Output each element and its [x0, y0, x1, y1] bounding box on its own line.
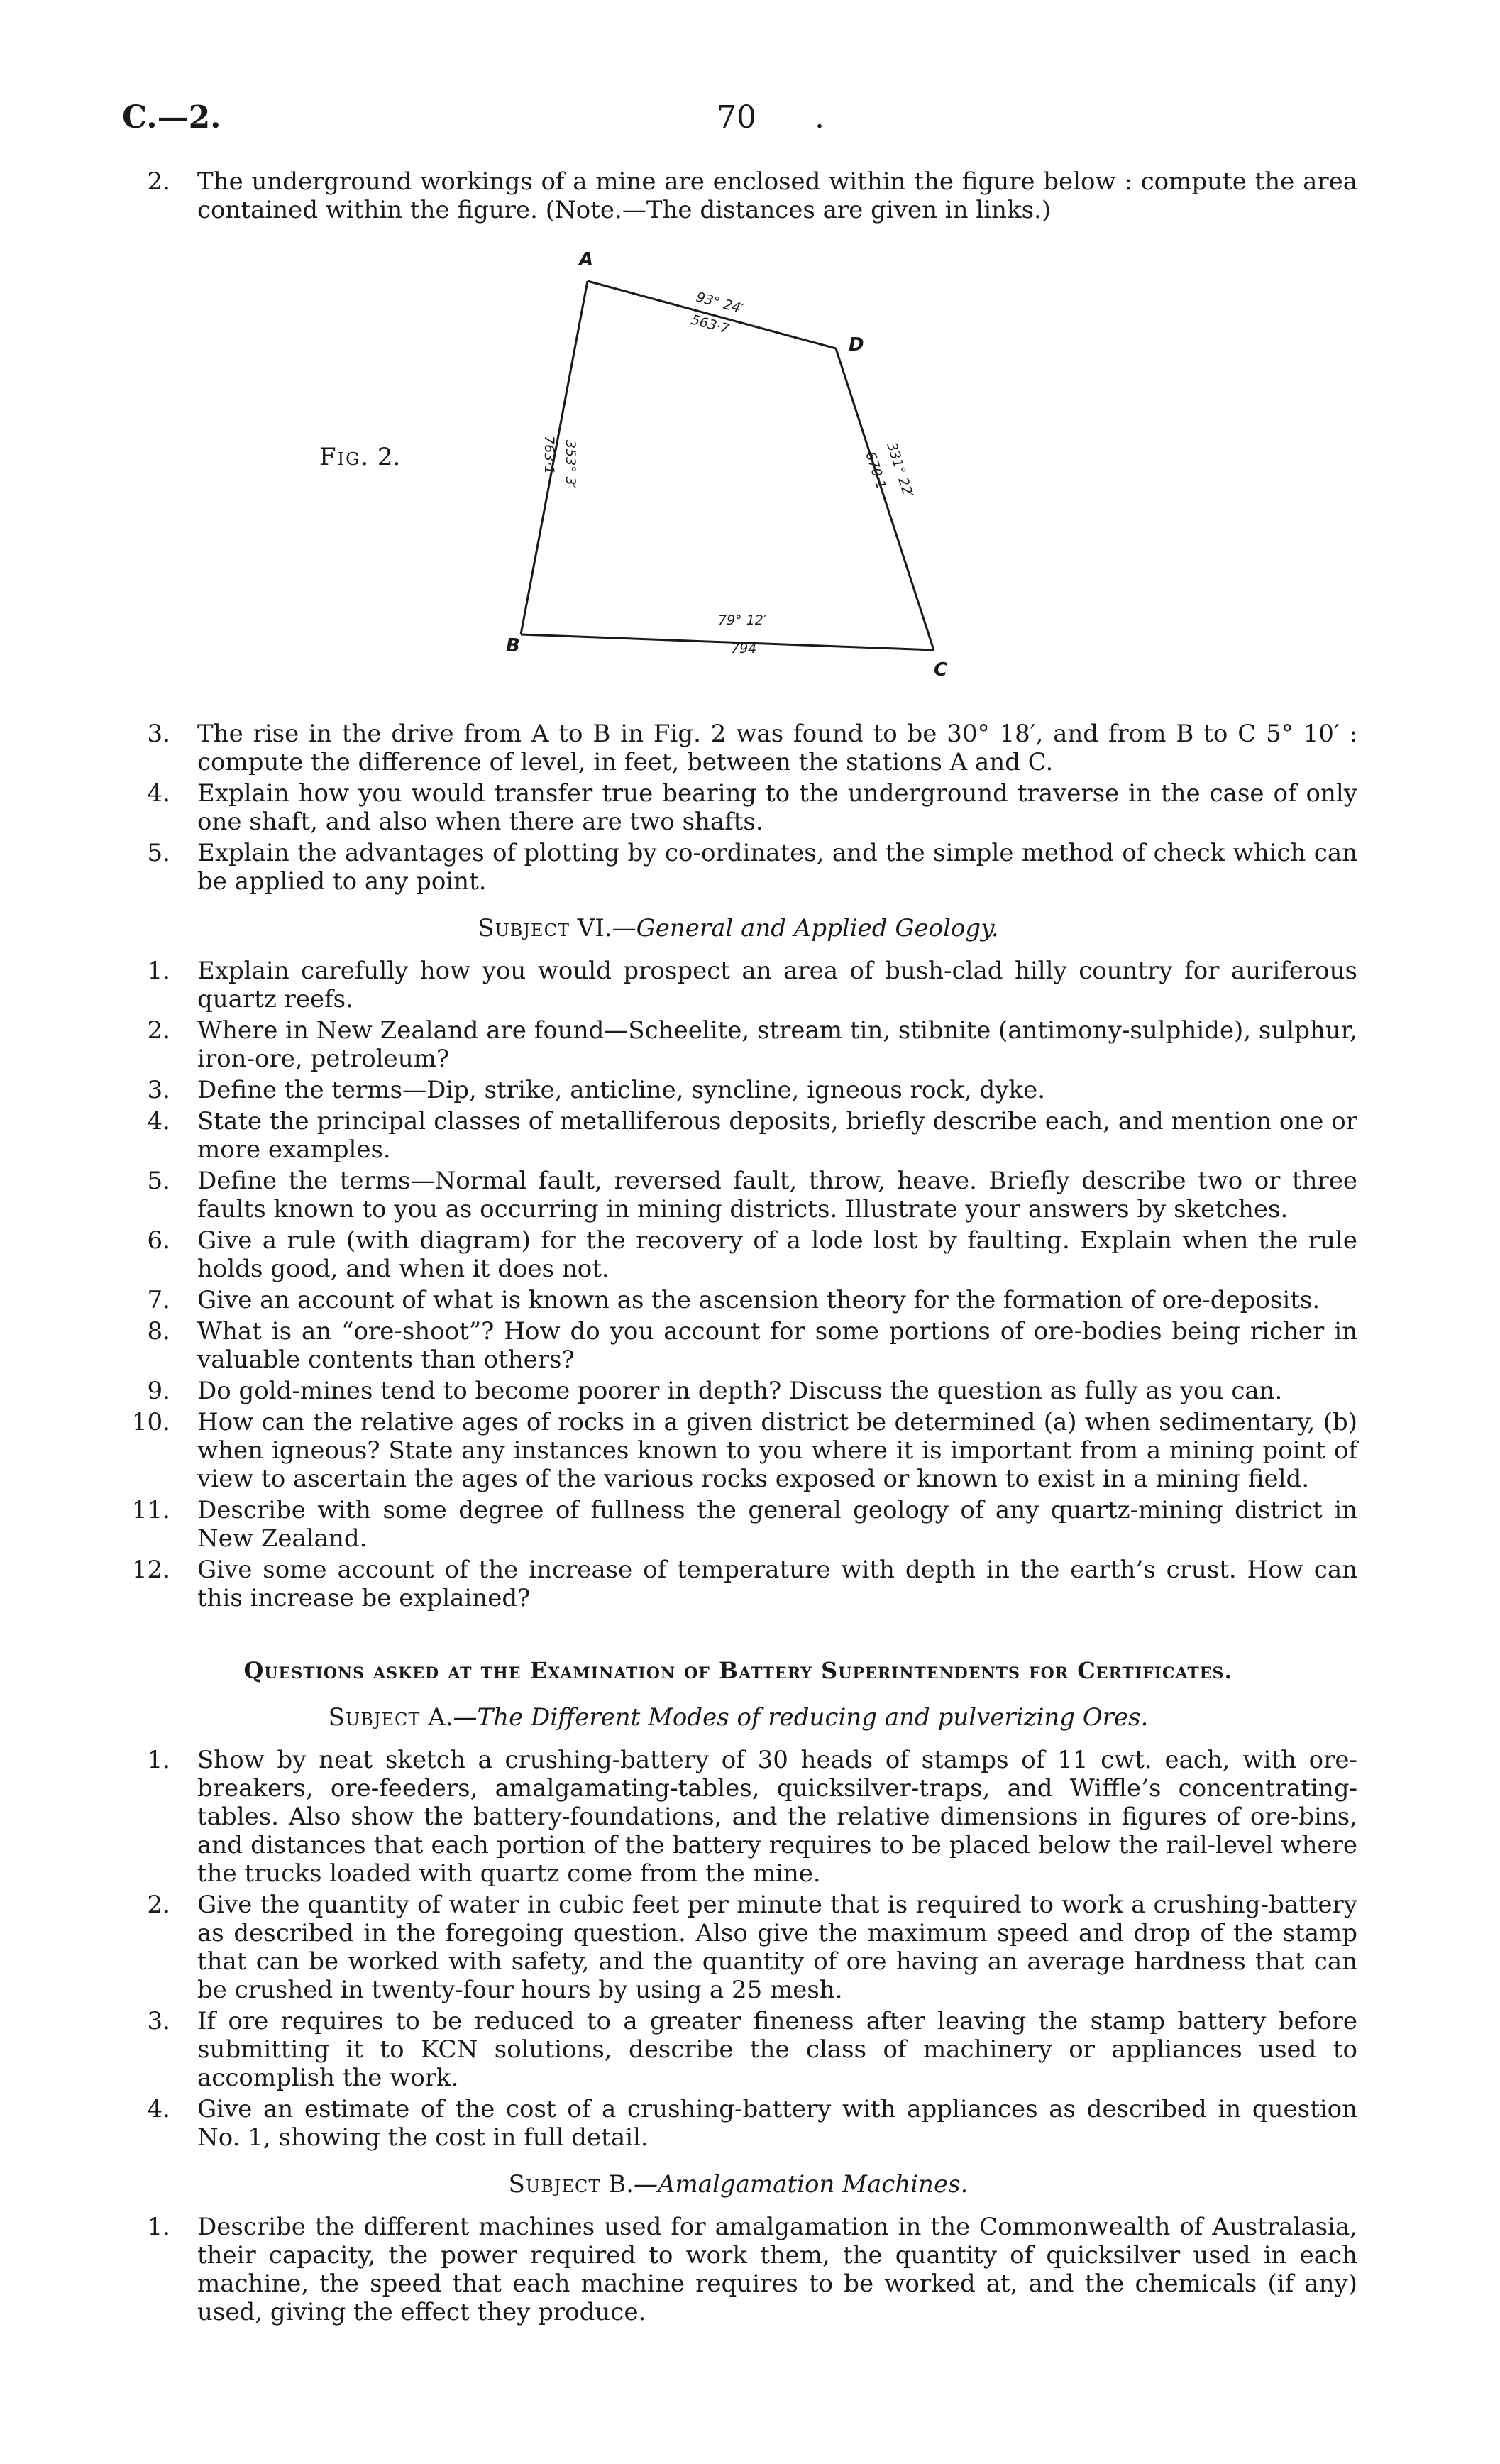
- geology-question: [119, 1076, 1357, 1104]
- geology-question: [119, 1107, 1357, 1164]
- question-number: 10.: [131, 1408, 170, 1436]
- question-text: Describe the different machines used for amalgamation in the Commonwealth of Australasia, their capacity, the power required to work them, the quantity of quicksilver used in each machine, the speed that each machine requires to be worked at, and the chemicals (if any) used, giving the effect they produce.: [197, 2213, 1357, 2326]
- question-text: Explain carefully how you would prospect an area of bush-clad hilly country for auriferous quartz reefs.: [197, 957, 1357, 1013]
- side-dc-bearing: 331° 22′: [883, 440, 916, 500]
- side-ad-bearing: 93° 24′: [694, 289, 746, 317]
- geology-question: [119, 1556, 1357, 1612]
- subject-prefix: Subject: [508, 2170, 601, 2199]
- side-ad-distance: 563·7: [689, 312, 731, 337]
- geology-question: [119, 1286, 1357, 1314]
- page-body: [119, 167, 1357, 2329]
- subject-a-heading: [119, 1703, 1357, 1732]
- subject-title: —Amalgamation Machines.: [633, 2170, 969, 2199]
- question-number: 11.: [131, 1496, 170, 1524]
- figure-label-prefix: Fig.: [319, 443, 370, 471]
- question-number: 3.: [147, 2007, 170, 2035]
- page-number: 70: [717, 99, 756, 136]
- question-number: 1.: [147, 2213, 170, 2241]
- question-number: 5.: [147, 839, 170, 867]
- subject-number: A.: [428, 1703, 453, 1732]
- question-text: Define the terms—Normal fault, reversed fault, throw, heave. Briefly describe two or three faults known to you as occurring in mining districts. Illustrate your answers by sketches.: [197, 1167, 1357, 1223]
- side-bc-bearing: 79° 12′: [718, 612, 767, 628]
- question-text: Give the quantity of water in cubic feet per minute that is required to work a crushing-battery as described in the foregoing question. Also give the maximum speed and drop of the stamp that can be worked with safety, and the quantity of ore having an average hardness that can be crushed in twenty-four hours by using a 25 mesh.: [197, 1891, 1357, 2004]
- question-text: What is an “ore-shoot”? How do you account for some portions of ore-bodies being richer in valuable contents than others?: [197, 1317, 1357, 1374]
- question-text: How can the relative ages of rocks in a given district be determined (a) when sedimentary, (b) when igneous? State any instances known to you where it is important from a mining point of view to ascertain the ages of the various rocks exposed or known to exist in a mining field.: [197, 1408, 1357, 1493]
- question-5-survey: [119, 839, 1357, 896]
- subject-title: —The Different Modes of reducing and pulverizing Ores.: [453, 1703, 1149, 1732]
- question-number: 8.: [147, 1317, 170, 1346]
- question-number: 6.: [147, 1226, 170, 1255]
- question-number: 4.: [147, 2095, 170, 2123]
- question-text: The underground workings of a mine are enclosed within the figure below : compute the area contained within the figure. (Note.—The distances are given in links.): [197, 167, 1357, 224]
- battery-question: [119, 1746, 1357, 1888]
- question-number: 2.: [147, 1016, 170, 1045]
- question-number: 1.: [147, 1746, 170, 1774]
- question-text: Where in New Zealand are found—Scheelite, stream tin, stibnite (antimony-sulphide), sulphur, iron-ore, petroleum?: [197, 1016, 1357, 1073]
- subject-title: —General and Applied Geology.: [612, 914, 999, 942]
- question-2-survey: [119, 167, 1357, 224]
- traverse-diagram: [119, 251, 1357, 713]
- battery-question: [119, 1891, 1357, 2004]
- question-number: 9.: [147, 1377, 170, 1405]
- figure-label-number: 2.: [377, 443, 401, 471]
- vertex-b-label: B: [506, 635, 520, 656]
- geology-question: [119, 1317, 1357, 1374]
- subject-number: VI.: [577, 914, 612, 942]
- question-number: 4.: [147, 1107, 170, 1135]
- question-text: Do gold-mines tend to become poorer in depth? Discuss the question as fully as you can.: [197, 1377, 1283, 1405]
- subject-prefix: Subject: [328, 1703, 421, 1732]
- question-number: 3.: [147, 1076, 170, 1104]
- side-bc-distance: 794: [731, 641, 757, 656]
- side-ab-distance: 763·1: [541, 436, 557, 475]
- amalgamation-question: [119, 2213, 1357, 2326]
- question-number: 5.: [147, 1167, 170, 1195]
- geology-question: [119, 1016, 1357, 1073]
- vertex-a-label: A: [579, 251, 594, 270]
- question-text: Give some account of the increase of temperature with depth in the earth’s crust. How can this increase be explained?: [197, 1556, 1357, 1612]
- subject-vi-heading: [119, 914, 1357, 942]
- question-text: Give an estimate of the cost of a crushing-battery with appliances as described in question No. 1, showing the cost in full detail.: [197, 2095, 1357, 2152]
- figure-2: [119, 251, 1357, 713]
- question-text: Give an account of what is known as the ascension theory for the formation of ore-deposits.: [197, 1286, 1320, 1314]
- battery-question: [119, 2095, 1357, 2152]
- geology-question: [119, 1408, 1357, 1493]
- line-d-c: [836, 348, 934, 650]
- geology-question: [119, 1226, 1357, 1283]
- geology-question: [119, 1496, 1357, 1553]
- question-text: State the principal classes of metalliferous deposits, briefly describe each, and mention one or more examples.: [197, 1107, 1357, 1164]
- question-text: The rise in the drive from A to B in Fig. 2 was found to be 30° 18′, and from B to C 5° 10′ : compute the difference of level, in feet, between the stations A and C.: [197, 720, 1357, 776]
- line-a-d: [588, 281, 836, 348]
- question-4-survey: [119, 779, 1357, 836]
- side-dc-distance: 670·1: [862, 449, 889, 492]
- question-3-survey: [119, 720, 1357, 776]
- question-number: 3.: [147, 720, 170, 748]
- geology-question: [119, 957, 1357, 1013]
- vertex-c-label: C: [934, 659, 948, 681]
- subject-b-heading: [119, 2170, 1357, 2199]
- geology-question: [119, 1167, 1357, 1223]
- document-reference: C.—2.: [122, 99, 221, 136]
- vertex-d-label: D: [849, 334, 864, 356]
- side-ab-bearing: 353° 3′: [563, 440, 578, 489]
- battery-superintendents-heading: Questions asked at the Examination of Battery Superintendents for Certificates.: [243, 1657, 1233, 1684]
- question-number: 7.: [147, 1286, 170, 1314]
- question-text: Explain the advantages of plotting by co-ordinates, and the simple method of check which can be applied to any point.: [197, 839, 1357, 896]
- battery-question: [119, 2007, 1357, 2092]
- question-number: 2.: [147, 1891, 170, 1919]
- geology-question: [119, 1377, 1357, 1405]
- question-text: Explain how you would transfer true bearing to the underground traverse in the case of only one shaft, and also when there are two shafts.: [197, 779, 1357, 836]
- question-number: 1.: [147, 957, 170, 985]
- line-c-b: [521, 634, 934, 650]
- header-dot: .: [815, 99, 825, 136]
- question-text: If ore requires to be reduced to a greater fineness after leaving the stamp battery before submitting it to KCN solutions, describe the class of machinery or appliances used to accomplish the work.: [197, 2007, 1357, 2092]
- question-text: Define the terms—Dip, strike, anticline, syncline, igneous rock, dyke.: [197, 1076, 1046, 1104]
- question-text: Describe with some degree of fullness the general geology of any quartz-mining district in New Zealand.: [197, 1496, 1357, 1553]
- question-number: 2.: [147, 167, 170, 196]
- subject-prefix: Subject: [478, 914, 570, 942]
- question-number: 4.: [147, 779, 170, 808]
- question-text: Give a rule (with diagram) for the recovery of a lode lost by faulting. Explain when the rule holds good, and when it does not.: [197, 1226, 1357, 1283]
- subject-number: B.: [608, 2170, 634, 2199]
- question-number: 12.: [131, 1556, 170, 1584]
- question-text: Show by neat sketch a crushing-battery of 30 heads of stamps of 11 cwt. each, with ore-breakers, ore-feeders, amalgamating-tables, quicksilver-traps, and Wiffle’s concentrating-tables. Also show the battery-foundations, and the relative dimensions in figures of ore-bins, and distances that each portion of the battery requires to be placed below the rail-level where the trucks loaded with quartz come from the mine.: [197, 1746, 1357, 1888]
